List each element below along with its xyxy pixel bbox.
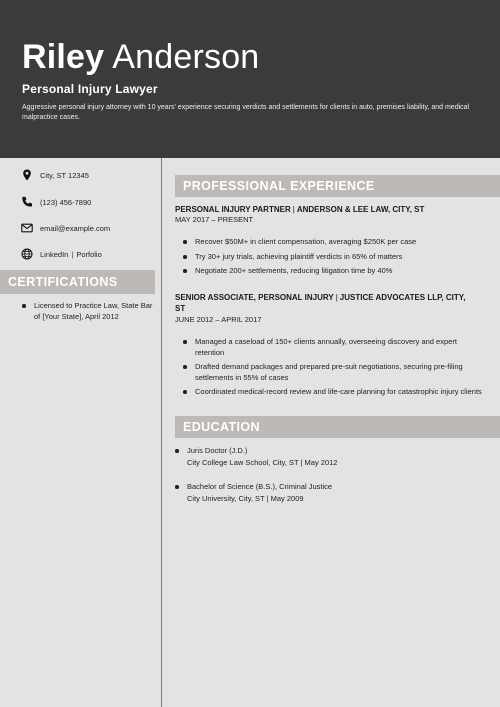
school-line [187,457,475,469]
degree: Bachelor of Science (B.S.), Criminal Justice [187,482,333,491]
location-text: City, ST 12345 [40,170,89,180]
job-title: Personal Injury Lawyer [22,82,158,96]
grad-date: May 2009 [270,493,304,503]
bullet-dot [175,485,179,489]
globe-icon [20,248,33,261]
degree: Juris Doctor (J.D.) [187,446,248,455]
bullet-dot [183,365,187,369]
bullet-text: Recover $50M+ in client compensation, averaging $250K per case [195,237,417,246]
phone-text: (123) 456-7890 [40,197,92,207]
bullet-text: Managed a caseload of 150+ clients annually, overseeing discovery and expert retention [195,337,457,357]
job-2-dates: JUNE 2012 – APRIL 2017 [175,315,262,324]
bullet-dot [175,449,179,453]
job-2-title [175,292,475,314]
contact-web [20,246,102,262]
bullet-text: Try 30+ jury trials, achieving plaintiff verdicts in 65% of matters [195,252,403,261]
web-links [40,250,102,259]
job-2-bullet [183,387,483,398]
bullet-dot [183,240,187,244]
contact-email [20,220,110,236]
job-1-title [175,204,475,215]
linkedin-link[interactable]: LinkedIn [40,249,69,259]
school: City College Law School, City, ST [187,457,299,467]
school-line [187,493,475,505]
job-1-bullet [183,266,483,277]
link-separator: | [71,249,74,259]
certifications-heading: CERTIFICATIONS [0,270,155,294]
experience-heading: PROFESSIONAL EXPERIENCE [175,175,500,197]
pipe-separator: | [335,293,338,302]
grad-date: May 2012 [304,457,338,467]
portfolio-link[interactable]: Porfolio [76,249,102,259]
phone-icon [20,196,33,209]
education-heading: EDUCATION [175,416,500,438]
column-divider [161,158,162,707]
resume-header [0,0,500,158]
professional-summary: Aggressive personal injury attorney with 10 years' experience securing verdicts and settlements for clients in auto, premises liability, and medical malpractice cases. [22,104,470,121]
candidate-name [22,38,259,76]
job-2-role: SENIOR ASSOCIATE, PERSONAL INJURY [175,293,334,302]
school: City University, City, ST [187,493,265,503]
pipe-separator: | [266,493,269,503]
job-1-bullet [183,252,483,263]
location-pin-icon [20,169,33,182]
job-2-bullet [183,362,483,383]
bullet-text: Drafted demand packages and prepared pre-suit negotiations, securing pre-filing settlements in 55% of cases [195,362,463,382]
job-1-bullet [183,237,483,248]
certification-item [22,301,158,322]
contact-phone [20,194,91,210]
job-1-dates: MAY 2017 – PRESENT [175,215,254,224]
last-name: Anderson [112,38,260,76]
job-2-company: JUSTICE ADVOCATES LLP, CITY, ST [175,293,466,313]
education-entry [175,445,475,468]
job-1-role: PERSONAL INJURY PARTNER [175,205,291,214]
education-entry [175,481,475,504]
email-icon [20,222,33,235]
pipe-separator: | [292,205,295,214]
bullet-dot [183,340,187,344]
email-link[interactable]: email@example.com [40,223,111,233]
bullet-dot [22,304,26,308]
job-1-company: ANDERSON & LEE LAW, CITY, ST [296,205,425,214]
job-2-bullet [183,337,483,358]
bullet-text: Coordinated medical-record review and life-care planning for catastrophic injury clients [195,387,482,396]
bullet-text: Negotiate 200+ settlements, reducing litigation time by 40% [195,266,393,275]
bullet-dot [183,390,187,394]
bullet-dot [183,269,187,273]
contact-location [20,167,89,183]
bullet-dot [183,255,187,259]
pipe-separator: | [300,457,303,467]
first-name: Riley [22,38,105,76]
certification-text: Licensed to Practice Law, State Bar of [Your State], April 2012 [34,301,153,321]
